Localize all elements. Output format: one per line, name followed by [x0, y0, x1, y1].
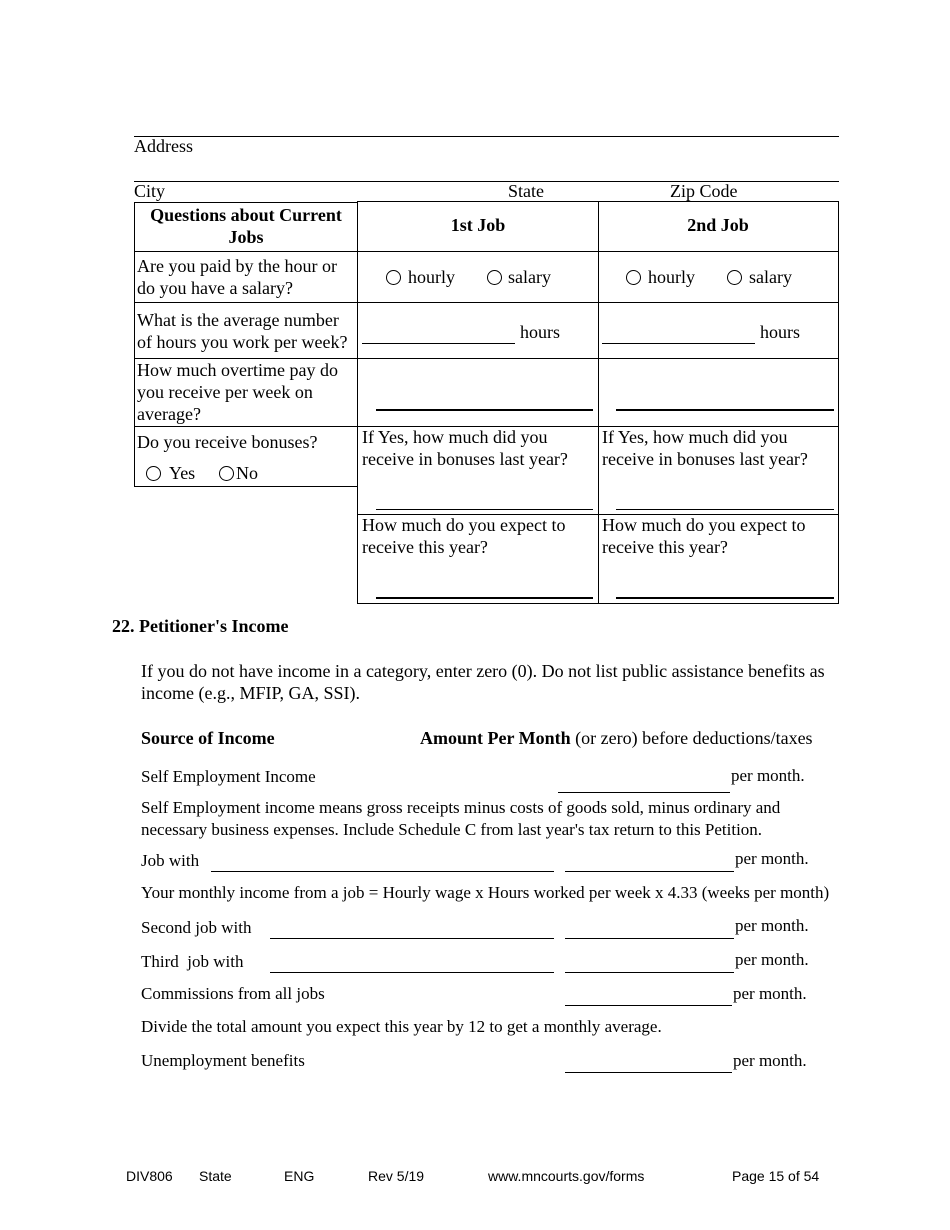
job2-bonus-last-year-question: If Yes, how much did you receive in bonuses last year? — [602, 427, 808, 469]
self-employment-amount-input[interactable] — [558, 792, 730, 793]
job2-salary-label: salary — [749, 267, 792, 287]
address-label: Address — [134, 136, 193, 156]
job1-hourly-label: hourly — [408, 267, 455, 287]
pay-type-question: Are you paid by the hour or do you have a salary? — [137, 256, 337, 298]
table-border — [134, 202, 135, 487]
commissions-label: Commissions from all jobs — [141, 984, 325, 1003]
per-month-label: per month. — [733, 984, 807, 1003]
job1-bonus-last-year-question: If Yes, how much did you receive in bonuses last year? — [362, 427, 568, 469]
bonuses-yes-radio[interactable] — [146, 466, 161, 481]
job-with-amount-input[interactable] — [565, 871, 734, 872]
self-employment-note: Self Employment income means gross receipts minus costs of goods sold, minus ordinary and necessary business expenses. Include Schedule C from last year's tax return to this Petition. — [141, 798, 781, 839]
job2-hours-input[interactable] — [602, 343, 755, 344]
bonuses-no-label: No — [236, 463, 258, 483]
job1-hourly-radio[interactable] — [386, 270, 401, 285]
job-income-formula: Your monthly income from a job = Hourly wage x Hours worked per week x 4.33 (weeks per month) — [141, 883, 830, 902]
footer-url: www.mncourts.gov/forms — [488, 1168, 645, 1184]
job1-bonus-this-year-input[interactable] — [376, 597, 593, 599]
footer-page-number: Page 15 of 54 — [732, 1168, 820, 1184]
third-job-amount-input[interactable] — [565, 972, 734, 973]
footer-language: ENG — [284, 1168, 315, 1184]
table-border — [357, 201, 839, 202]
per-month-label: per month. — [735, 849, 809, 868]
table-border — [134, 486, 358, 487]
city-label: City — [134, 181, 166, 201]
second-job-label: Second job with — [141, 918, 252, 937]
per-month-label: per month. — [735, 916, 809, 935]
job2-hourly-radio[interactable] — [626, 270, 641, 285]
footer-form-id: DIV806 — [126, 1168, 173, 1184]
job2-hourly-label: hourly — [648, 267, 695, 287]
address-line — [134, 136, 839, 137]
bonuses-question: Do you receive bonuses? — [137, 432, 318, 452]
unemployment-amount-input[interactable] — [565, 1072, 732, 1073]
job1-overtime-input[interactable] — [376, 409, 593, 411]
column-amount-per-month — [420, 727, 813, 749]
job1-hours-unit: hours — [520, 322, 560, 342]
section-22-heading: 22. Petitioner's Income — [112, 616, 289, 636]
per-month-label: per month. — [731, 766, 805, 785]
table-border — [134, 202, 358, 203]
second-job-amount-input[interactable] — [565, 938, 734, 939]
header-questions: Questions about Current Jobs — [150, 205, 342, 247]
table-border — [598, 201, 599, 604]
footer-revision: Rev 5/19 — [368, 1168, 425, 1184]
table-border — [357, 603, 839, 604]
job2-bonus-last-year-input[interactable] — [616, 509, 834, 510]
job1-salary-label: salary — [508, 267, 551, 287]
hours-question: What is the average number of hours you work per week? — [137, 310, 348, 352]
commissions-note: Divide the total amount you expect this year by 12 to get a monthly average. — [141, 1017, 662, 1036]
bonuses-yes-label: Yes — [169, 463, 196, 483]
address-input[interactable] — [134, 158, 839, 180]
table-border — [134, 251, 839, 252]
self-employment-label: Self Employment Income — [141, 767, 316, 786]
footer-state: State — [199, 1168, 232, 1184]
table-border — [838, 201, 839, 604]
table-border — [357, 201, 358, 604]
job2-hours-unit: hours — [760, 322, 800, 342]
third-job-employer-input[interactable] — [270, 972, 554, 973]
state-label: State — [508, 181, 544, 201]
bonuses-no-radio[interactable] — [219, 466, 234, 481]
column-source-of-income: Source of Income — [141, 728, 275, 748]
job1-bonus-this-year-question: How much do you expect to receive this year? — [362, 515, 566, 557]
job2-overtime-input[interactable] — [616, 409, 834, 411]
job-with-label: Job with — [141, 851, 200, 870]
table-border — [134, 302, 839, 303]
job2-salary-radio[interactable] — [727, 270, 742, 285]
job2-bonus-this-year-question: How much do you expect to receive this year? — [602, 515, 806, 557]
job1-salary-radio[interactable] — [487, 270, 502, 285]
header-2nd-job: 2nd Job — [687, 215, 749, 235]
overtime-question: How much overtime pay do you receive per week on average? — [137, 360, 338, 424]
third-job-label: Third job with — [141, 952, 244, 971]
header-1st-job: 1st Job — [450, 215, 506, 235]
job1-hours-input[interactable] — [362, 343, 515, 344]
per-month-label: per month. — [735, 950, 809, 969]
unemployment-label: Unemployment benefits — [141, 1051, 305, 1070]
commissions-amount-input[interactable] — [565, 1005, 732, 1006]
amount-per-month-note: (or zero) before deductions/taxes — [570, 728, 813, 748]
per-month-label: per month. — [733, 1051, 807, 1070]
amount-per-month-bold: Amount Per Month — [420, 728, 571, 748]
section-22-intro: If you do not have income in a category, enter zero (0). Do not list public assistance benefits as income (e.g., MFIP, GA, SSI). — [141, 661, 825, 703]
job2-bonus-this-year-input[interactable] — [616, 597, 834, 599]
job1-bonus-last-year-input[interactable] — [376, 509, 593, 510]
job-with-employer-input[interactable] — [211, 871, 554, 872]
zip-code-label: Zip Code — [670, 181, 738, 201]
second-job-employer-input[interactable] — [270, 938, 554, 939]
